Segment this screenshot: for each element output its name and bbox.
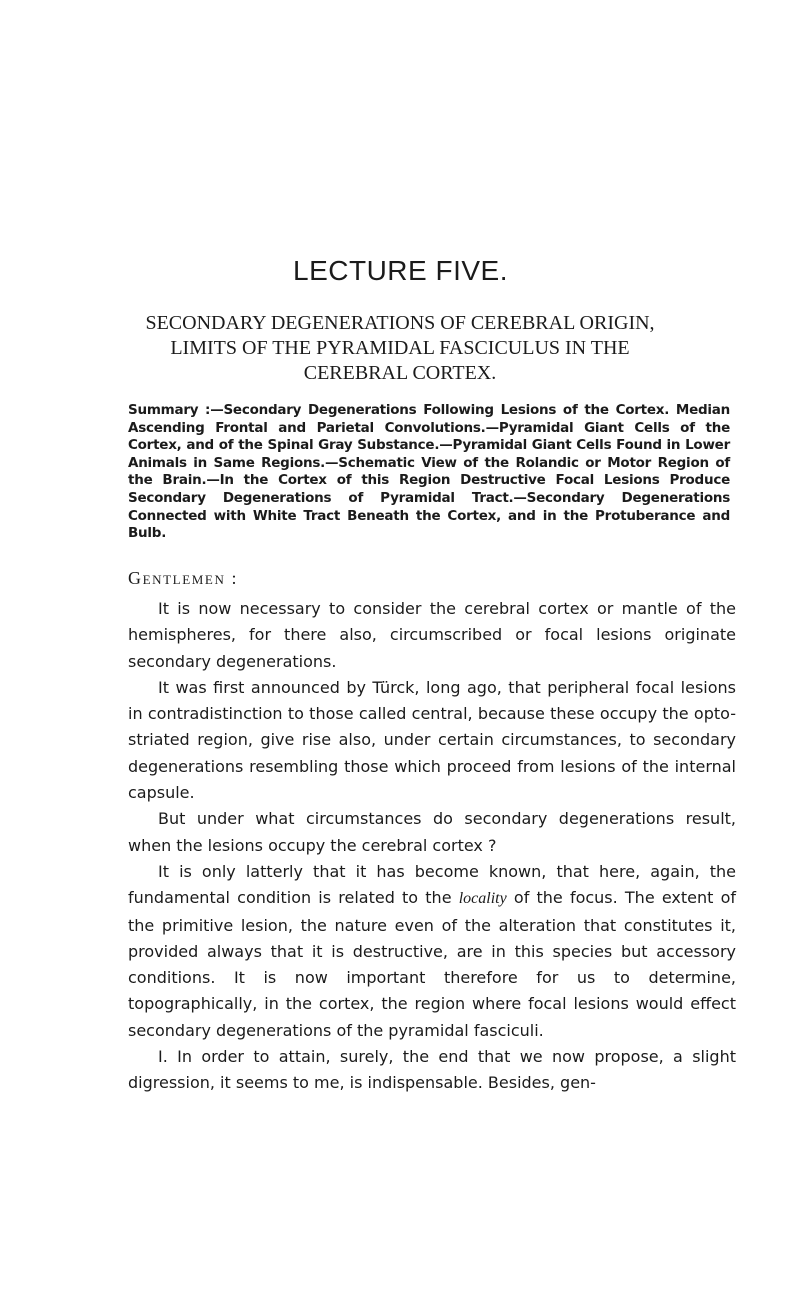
body-text [128,596,736,1097]
paragraph-3: But under what circumstances do secondary degenerations result, when the lesions occupy the cerebral cortex ? [128,809,736,855]
paragraph-4 [128,859,736,1044]
chapter-summary: Summary :—Secondary Degenerations Following Lesions of the Cortex. Median Ascending Frontal and Parietal Convolutions.—Pyramidal Giant Cells of the Cortex, and of the Spinal Gray Substance.—Pyramidal Giant Cells Found in Lower Animals in Same Regions.—Schematic View of the Rolandic or Motor Region of the Brain.—In the Cortex of this Region Destructive Focal Lesions Produce Secondary Degenerations of Pyramidal Tract.—Secondary Degenerations Connected with White Tract Beneath the Cortex, and in the Protuberance and Bulb. [128,402,730,542]
paragraph-2: It was first announced by Türck, long ago, that peripheral focal lesions in contradistinction to those called central, because these occupy the opto-striated region, give rise also, under certain circumstances, to secondary degenerations resembling those which proceed from lesions of the internal capsule. [128,677,736,803]
paragraph-1: It is now necessary to consider the cerebral cortex or mantle of the hemispheres, for there also, circumscribed or focal lesions originate secondary degenerations. [128,599,736,671]
paragraph-5: I. In order to attain, surely, the end that we now propose, a slight digression, it seems to me, is indispensable. Besides, gen- [128,1047,736,1093]
paragraph-4-end: of the focus. The extent of the primitive lesion, the nature even of the alteration that constitutes it, provided always that it is destructive, are in this species but accessory conditions. It is now important therefore for us to determine, topographically, in the cortex, the region where focal lesions would effect secondary degenerations of the pyramidal fasciculi. [128,888,737,1040]
emphasized-word: locality [458,890,507,908]
chapter-title: SECONDARY DEGENERATIONS OF CEREBRAL ORIGIN, LIMITS OF THE PYRAMIDAL FASCICULUS IN THE CEREBRAL CORTEX. [145,312,655,384]
lecture-title: LECTURE FIVE. [293,255,508,286]
paragraph-4-start: It is only latterly that it has become known, that here, again, the fundamental condition is related to the [128,861,736,908]
salutation: Gentlemen : [128,568,239,588]
